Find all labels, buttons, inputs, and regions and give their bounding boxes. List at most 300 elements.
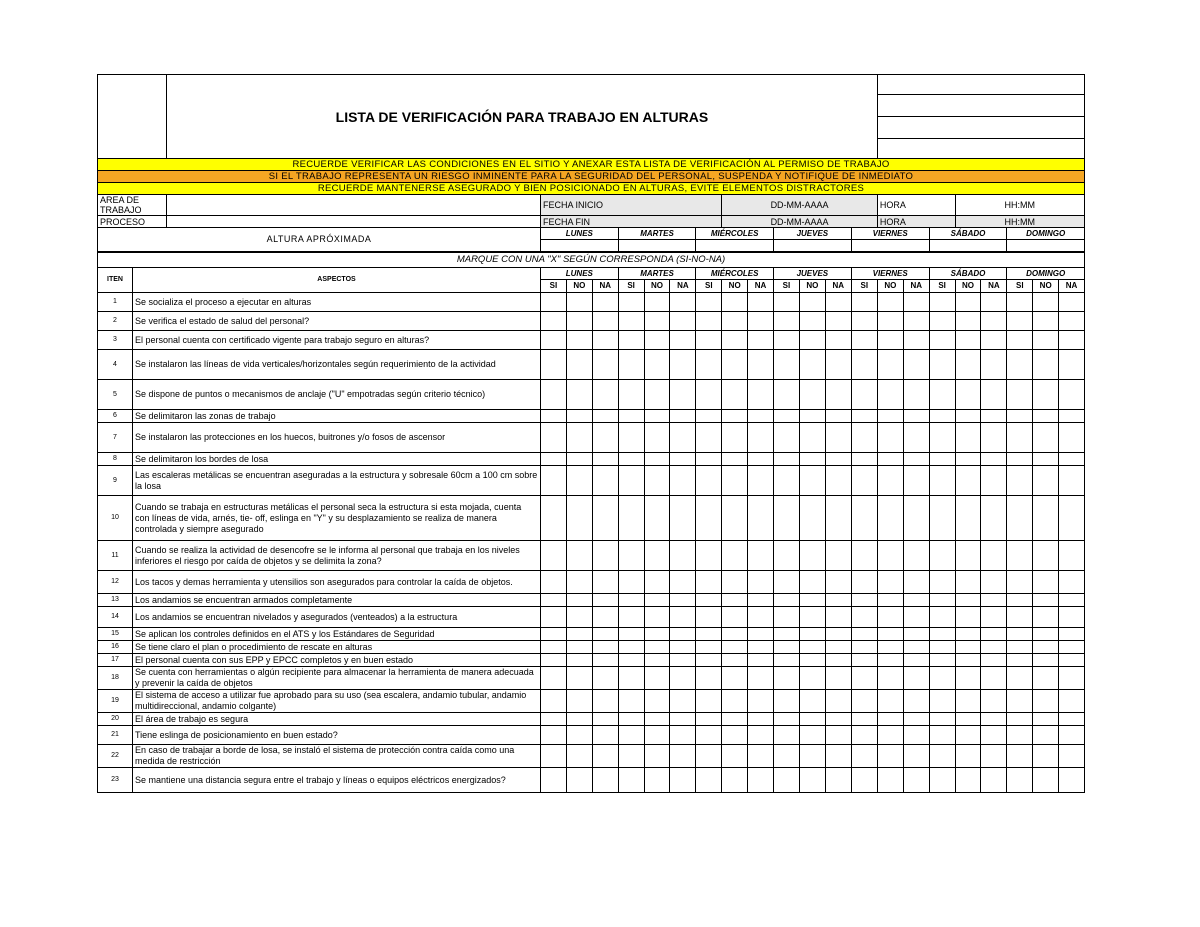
check-cell[interactable] bbox=[1033, 768, 1059, 793]
check-cell[interactable] bbox=[774, 423, 800, 453]
check-cell[interactable] bbox=[774, 312, 800, 331]
check-cell[interactable] bbox=[903, 690, 929, 713]
check-cell[interactable] bbox=[851, 628, 877, 641]
check-cell[interactable] bbox=[592, 380, 618, 410]
check-cell[interactable] bbox=[1059, 410, 1085, 423]
check-cell[interactable] bbox=[799, 541, 825, 571]
check-cell[interactable] bbox=[566, 453, 592, 466]
hora-fin-field[interactable]: HH:MM bbox=[955, 216, 1084, 228]
check-cell[interactable] bbox=[618, 641, 644, 654]
check-cell[interactable] bbox=[981, 607, 1007, 628]
check-cell[interactable] bbox=[644, 607, 670, 628]
check-cell[interactable] bbox=[644, 594, 670, 607]
check-cell[interactable] bbox=[1007, 466, 1033, 496]
check-cell[interactable] bbox=[774, 453, 800, 466]
check-cell[interactable] bbox=[955, 571, 981, 594]
check-cell[interactable] bbox=[877, 453, 903, 466]
check-cell[interactable] bbox=[1033, 496, 1059, 541]
check-cell[interactable] bbox=[722, 667, 748, 690]
check-cell[interactable] bbox=[592, 594, 618, 607]
check-cell[interactable] bbox=[955, 607, 981, 628]
check-cell[interactable] bbox=[696, 350, 722, 380]
check-cell[interactable] bbox=[722, 594, 748, 607]
hora-inicio-field[interactable]: HH:MM bbox=[955, 195, 1084, 216]
check-cell[interactable] bbox=[748, 541, 774, 571]
check-cell[interactable] bbox=[696, 768, 722, 793]
check-cell[interactable] bbox=[592, 745, 618, 768]
check-cell[interactable] bbox=[825, 667, 851, 690]
check-cell[interactable] bbox=[592, 571, 618, 594]
check-cell[interactable] bbox=[981, 690, 1007, 713]
check-cell[interactable] bbox=[1007, 690, 1033, 713]
check-cell[interactable] bbox=[722, 410, 748, 423]
check-cell[interactable] bbox=[1059, 541, 1085, 571]
check-cell[interactable] bbox=[981, 726, 1007, 745]
check-cell[interactable] bbox=[774, 466, 800, 496]
check-cell[interactable] bbox=[670, 496, 696, 541]
doc-version-field[interactable] bbox=[877, 95, 1084, 117]
check-cell[interactable] bbox=[851, 594, 877, 607]
check-cell[interactable] bbox=[903, 571, 929, 594]
check-cell[interactable] bbox=[851, 654, 877, 667]
check-cell[interactable] bbox=[799, 713, 825, 726]
check-cell[interactable] bbox=[644, 453, 670, 466]
check-cell[interactable] bbox=[955, 667, 981, 690]
check-cell[interactable] bbox=[1059, 745, 1085, 768]
check-cell[interactable] bbox=[877, 410, 903, 423]
check-cell[interactable] bbox=[644, 541, 670, 571]
check-cell[interactable] bbox=[981, 380, 1007, 410]
check-cell[interactable] bbox=[1033, 466, 1059, 496]
check-cell[interactable] bbox=[748, 380, 774, 410]
check-cell[interactable] bbox=[799, 466, 825, 496]
check-cell[interactable] bbox=[644, 410, 670, 423]
check-cell[interactable] bbox=[696, 713, 722, 726]
check-cell[interactable] bbox=[1007, 594, 1033, 607]
altura-value-domingo[interactable] bbox=[1007, 240, 1085, 252]
check-cell[interactable] bbox=[644, 571, 670, 594]
check-cell[interactable] bbox=[851, 726, 877, 745]
check-cell[interactable] bbox=[955, 690, 981, 713]
check-cell[interactable] bbox=[670, 541, 696, 571]
check-cell[interactable] bbox=[722, 312, 748, 331]
check-cell[interactable] bbox=[696, 541, 722, 571]
check-cell[interactable] bbox=[825, 423, 851, 453]
check-cell[interactable] bbox=[722, 331, 748, 350]
check-cell[interactable] bbox=[644, 350, 670, 380]
check-cell[interactable] bbox=[955, 745, 981, 768]
check-cell[interactable] bbox=[825, 293, 851, 312]
check-cell[interactable] bbox=[929, 628, 955, 641]
check-cell[interactable] bbox=[1033, 713, 1059, 726]
check-cell[interactable] bbox=[566, 628, 592, 641]
check-cell[interactable] bbox=[1033, 594, 1059, 607]
check-cell[interactable] bbox=[566, 312, 592, 331]
check-cell[interactable] bbox=[722, 713, 748, 726]
check-cell[interactable] bbox=[541, 571, 567, 594]
check-cell[interactable] bbox=[566, 713, 592, 726]
check-cell[interactable] bbox=[825, 628, 851, 641]
check-cell[interactable] bbox=[799, 726, 825, 745]
check-cell[interactable] bbox=[877, 466, 903, 496]
check-cell[interactable] bbox=[799, 410, 825, 423]
check-cell[interactable] bbox=[825, 607, 851, 628]
check-cell[interactable] bbox=[541, 496, 567, 541]
check-cell[interactable] bbox=[618, 331, 644, 350]
check-cell[interactable] bbox=[670, 628, 696, 641]
check-cell[interactable] bbox=[851, 312, 877, 331]
check-cell[interactable] bbox=[851, 410, 877, 423]
check-cell[interactable] bbox=[644, 312, 670, 331]
check-cell[interactable] bbox=[955, 654, 981, 667]
check-cell[interactable] bbox=[877, 607, 903, 628]
check-cell[interactable] bbox=[1059, 312, 1085, 331]
check-cell[interactable] bbox=[955, 628, 981, 641]
check-cell[interactable] bbox=[774, 410, 800, 423]
check-cell[interactable] bbox=[929, 571, 955, 594]
check-cell[interactable] bbox=[644, 654, 670, 667]
check-cell[interactable] bbox=[877, 350, 903, 380]
check-cell[interactable] bbox=[566, 690, 592, 713]
check-cell[interactable] bbox=[1059, 331, 1085, 350]
check-cell[interactable] bbox=[877, 541, 903, 571]
check-cell[interactable] bbox=[696, 466, 722, 496]
check-cell[interactable] bbox=[696, 571, 722, 594]
altura-value-miercoles[interactable] bbox=[696, 240, 774, 252]
check-cell[interactable] bbox=[592, 641, 618, 654]
check-cell[interactable] bbox=[877, 594, 903, 607]
check-cell[interactable] bbox=[748, 331, 774, 350]
check-cell[interactable] bbox=[748, 571, 774, 594]
check-cell[interactable] bbox=[748, 350, 774, 380]
check-cell[interactable] bbox=[670, 350, 696, 380]
check-cell[interactable] bbox=[1007, 350, 1033, 380]
check-cell[interactable] bbox=[981, 453, 1007, 466]
check-cell[interactable] bbox=[1007, 293, 1033, 312]
check-cell[interactable] bbox=[851, 466, 877, 496]
check-cell[interactable] bbox=[955, 641, 981, 654]
check-cell[interactable] bbox=[929, 607, 955, 628]
check-cell[interactable] bbox=[722, 607, 748, 628]
check-cell[interactable] bbox=[851, 745, 877, 768]
check-cell[interactable] bbox=[903, 654, 929, 667]
check-cell[interactable] bbox=[618, 667, 644, 690]
check-cell[interactable] bbox=[696, 690, 722, 713]
check-cell[interactable] bbox=[618, 594, 644, 607]
check-cell[interactable] bbox=[851, 496, 877, 541]
check-cell[interactable] bbox=[748, 726, 774, 745]
check-cell[interactable] bbox=[774, 654, 800, 667]
check-cell[interactable] bbox=[929, 453, 955, 466]
check-cell[interactable] bbox=[1033, 380, 1059, 410]
check-cell[interactable] bbox=[851, 571, 877, 594]
check-cell[interactable] bbox=[799, 496, 825, 541]
check-cell[interactable] bbox=[748, 667, 774, 690]
fecha-inicio-field[interactable]: DD-MM-AAAA bbox=[722, 195, 878, 216]
check-cell[interactable] bbox=[748, 423, 774, 453]
check-cell[interactable] bbox=[1059, 466, 1085, 496]
check-cell[interactable] bbox=[748, 628, 774, 641]
check-cell[interactable] bbox=[851, 667, 877, 690]
check-cell[interactable] bbox=[618, 571, 644, 594]
check-cell[interactable] bbox=[566, 410, 592, 423]
check-cell[interactable] bbox=[748, 453, 774, 466]
check-cell[interactable] bbox=[618, 768, 644, 793]
altura-value-sabado[interactable] bbox=[929, 240, 1007, 252]
check-cell[interactable] bbox=[1033, 571, 1059, 594]
check-cell[interactable] bbox=[670, 312, 696, 331]
check-cell[interactable] bbox=[566, 423, 592, 453]
check-cell[interactable] bbox=[981, 541, 1007, 571]
altura-value-jueves[interactable] bbox=[774, 240, 852, 252]
check-cell[interactable] bbox=[774, 380, 800, 410]
check-cell[interactable] bbox=[825, 713, 851, 726]
check-cell[interactable] bbox=[825, 641, 851, 654]
check-cell[interactable] bbox=[670, 607, 696, 628]
check-cell[interactable] bbox=[566, 496, 592, 541]
check-cell[interactable] bbox=[592, 607, 618, 628]
check-cell[interactable] bbox=[981, 641, 1007, 654]
check-cell[interactable] bbox=[981, 331, 1007, 350]
check-cell[interactable] bbox=[1059, 690, 1085, 713]
check-cell[interactable] bbox=[566, 768, 592, 793]
check-cell[interactable] bbox=[1033, 410, 1059, 423]
check-cell[interactable] bbox=[670, 571, 696, 594]
check-cell[interactable] bbox=[1059, 607, 1085, 628]
check-cell[interactable] bbox=[851, 541, 877, 571]
check-cell[interactable] bbox=[670, 466, 696, 496]
check-cell[interactable] bbox=[696, 654, 722, 667]
check-cell[interactable] bbox=[877, 726, 903, 745]
check-cell[interactable] bbox=[696, 453, 722, 466]
check-cell[interactable] bbox=[851, 331, 877, 350]
check-cell[interactable] bbox=[774, 594, 800, 607]
check-cell[interactable] bbox=[1007, 312, 1033, 331]
check-cell[interactable] bbox=[644, 713, 670, 726]
check-cell[interactable] bbox=[618, 607, 644, 628]
check-cell[interactable] bbox=[748, 641, 774, 654]
check-cell[interactable] bbox=[670, 641, 696, 654]
check-cell[interactable] bbox=[1033, 690, 1059, 713]
check-cell[interactable] bbox=[592, 453, 618, 466]
check-cell[interactable] bbox=[929, 541, 955, 571]
check-cell[interactable] bbox=[799, 453, 825, 466]
check-cell[interactable] bbox=[929, 641, 955, 654]
check-cell[interactable] bbox=[851, 453, 877, 466]
altura-value-viernes[interactable] bbox=[851, 240, 929, 252]
check-cell[interactable] bbox=[541, 541, 567, 571]
check-cell[interactable] bbox=[722, 423, 748, 453]
check-cell[interactable] bbox=[696, 745, 722, 768]
check-cell[interactable] bbox=[877, 571, 903, 594]
check-cell[interactable] bbox=[774, 726, 800, 745]
check-cell[interactable] bbox=[929, 423, 955, 453]
check-cell[interactable] bbox=[877, 654, 903, 667]
check-cell[interactable] bbox=[1033, 726, 1059, 745]
check-cell[interactable] bbox=[955, 380, 981, 410]
check-cell[interactable] bbox=[748, 745, 774, 768]
check-cell[interactable] bbox=[592, 312, 618, 331]
check-cell[interactable] bbox=[618, 423, 644, 453]
check-cell[interactable] bbox=[1007, 745, 1033, 768]
check-cell[interactable] bbox=[748, 466, 774, 496]
check-cell[interactable] bbox=[825, 541, 851, 571]
check-cell[interactable] bbox=[799, 654, 825, 667]
check-cell[interactable] bbox=[592, 350, 618, 380]
check-cell[interactable] bbox=[618, 690, 644, 713]
check-cell[interactable] bbox=[722, 496, 748, 541]
check-cell[interactable] bbox=[566, 466, 592, 496]
check-cell[interactable] bbox=[955, 312, 981, 331]
check-cell[interactable] bbox=[748, 654, 774, 667]
check-cell[interactable] bbox=[722, 453, 748, 466]
check-cell[interactable] bbox=[774, 641, 800, 654]
check-cell[interactable] bbox=[903, 423, 929, 453]
check-cell[interactable] bbox=[541, 726, 567, 745]
check-cell[interactable] bbox=[903, 607, 929, 628]
check-cell[interactable] bbox=[799, 423, 825, 453]
check-cell[interactable] bbox=[696, 331, 722, 350]
check-cell[interactable] bbox=[592, 331, 618, 350]
check-cell[interactable] bbox=[929, 690, 955, 713]
check-cell[interactable] bbox=[1059, 380, 1085, 410]
check-cell[interactable] bbox=[618, 312, 644, 331]
check-cell[interactable] bbox=[592, 496, 618, 541]
check-cell[interactable] bbox=[722, 541, 748, 571]
check-cell[interactable] bbox=[825, 745, 851, 768]
check-cell[interactable] bbox=[981, 713, 1007, 726]
check-cell[interactable] bbox=[670, 423, 696, 453]
check-cell[interactable] bbox=[774, 713, 800, 726]
check-cell[interactable] bbox=[541, 654, 567, 667]
check-cell[interactable] bbox=[903, 745, 929, 768]
check-cell[interactable] bbox=[670, 726, 696, 745]
check-cell[interactable] bbox=[644, 496, 670, 541]
check-cell[interactable] bbox=[644, 423, 670, 453]
check-cell[interactable] bbox=[592, 713, 618, 726]
fecha-fin-field[interactable]: DD-MM-AAAA bbox=[722, 216, 878, 228]
check-cell[interactable] bbox=[799, 331, 825, 350]
check-cell[interactable] bbox=[541, 410, 567, 423]
check-cell[interactable] bbox=[799, 628, 825, 641]
check-cell[interactable] bbox=[1059, 293, 1085, 312]
check-cell[interactable] bbox=[541, 594, 567, 607]
check-cell[interactable] bbox=[825, 571, 851, 594]
check-cell[interactable] bbox=[644, 380, 670, 410]
check-cell[interactable] bbox=[696, 380, 722, 410]
check-cell[interactable] bbox=[903, 331, 929, 350]
check-cell[interactable] bbox=[825, 350, 851, 380]
check-cell[interactable] bbox=[670, 380, 696, 410]
check-cell[interactable] bbox=[644, 667, 670, 690]
check-cell[interactable] bbox=[903, 641, 929, 654]
check-cell[interactable] bbox=[748, 768, 774, 793]
check-cell[interactable] bbox=[541, 745, 567, 768]
doc-code-field[interactable] bbox=[877, 75, 1084, 95]
check-cell[interactable] bbox=[592, 423, 618, 453]
check-cell[interactable] bbox=[799, 607, 825, 628]
check-cell[interactable] bbox=[1007, 410, 1033, 423]
check-cell[interactable] bbox=[1059, 667, 1085, 690]
check-cell[interactable] bbox=[877, 496, 903, 541]
check-cell[interactable] bbox=[1033, 541, 1059, 571]
check-cell[interactable] bbox=[566, 654, 592, 667]
check-cell[interactable] bbox=[799, 293, 825, 312]
check-cell[interactable] bbox=[774, 331, 800, 350]
check-cell[interactable] bbox=[618, 745, 644, 768]
check-cell[interactable] bbox=[955, 541, 981, 571]
check-cell[interactable] bbox=[981, 654, 1007, 667]
check-cell[interactable] bbox=[592, 690, 618, 713]
check-cell[interactable] bbox=[877, 713, 903, 726]
check-cell[interactable] bbox=[748, 690, 774, 713]
check-cell[interactable] bbox=[541, 312, 567, 331]
check-cell[interactable] bbox=[799, 641, 825, 654]
check-cell[interactable] bbox=[670, 293, 696, 312]
check-cell[interactable] bbox=[592, 768, 618, 793]
check-cell[interactable] bbox=[981, 745, 1007, 768]
check-cell[interactable] bbox=[541, 380, 567, 410]
check-cell[interactable] bbox=[1007, 713, 1033, 726]
check-cell[interactable] bbox=[644, 745, 670, 768]
check-cell[interactable] bbox=[670, 713, 696, 726]
check-cell[interactable] bbox=[592, 726, 618, 745]
check-cell[interactable] bbox=[670, 453, 696, 466]
check-cell[interactable] bbox=[1033, 312, 1059, 331]
check-cell[interactable] bbox=[541, 466, 567, 496]
check-cell[interactable] bbox=[696, 423, 722, 453]
check-cell[interactable] bbox=[774, 745, 800, 768]
check-cell[interactable] bbox=[541, 641, 567, 654]
check-cell[interactable] bbox=[541, 768, 567, 793]
check-cell[interactable] bbox=[1033, 453, 1059, 466]
check-cell[interactable] bbox=[748, 496, 774, 541]
check-cell[interactable] bbox=[592, 654, 618, 667]
check-cell[interactable] bbox=[1033, 350, 1059, 380]
check-cell[interactable] bbox=[748, 410, 774, 423]
check-cell[interactable] bbox=[851, 350, 877, 380]
check-cell[interactable] bbox=[722, 628, 748, 641]
check-cell[interactable] bbox=[696, 594, 722, 607]
check-cell[interactable] bbox=[929, 293, 955, 312]
check-cell[interactable] bbox=[1059, 654, 1085, 667]
check-cell[interactable] bbox=[722, 690, 748, 713]
check-cell[interactable] bbox=[618, 628, 644, 641]
check-cell[interactable] bbox=[1033, 423, 1059, 453]
check-cell[interactable] bbox=[825, 466, 851, 496]
check-cell[interactable] bbox=[929, 380, 955, 410]
check-cell[interactable] bbox=[903, 293, 929, 312]
check-cell[interactable] bbox=[877, 690, 903, 713]
check-cell[interactable] bbox=[799, 594, 825, 607]
check-cell[interactable] bbox=[722, 768, 748, 793]
check-cell[interactable] bbox=[670, 594, 696, 607]
check-cell[interactable] bbox=[618, 654, 644, 667]
check-cell[interactable] bbox=[981, 628, 1007, 641]
check-cell[interactable] bbox=[1007, 423, 1033, 453]
check-cell[interactable] bbox=[903, 594, 929, 607]
check-cell[interactable] bbox=[592, 628, 618, 641]
check-cell[interactable] bbox=[722, 571, 748, 594]
check-cell[interactable] bbox=[799, 667, 825, 690]
check-cell[interactable] bbox=[903, 350, 929, 380]
check-cell[interactable] bbox=[1059, 641, 1085, 654]
check-cell[interactable] bbox=[825, 654, 851, 667]
check-cell[interactable] bbox=[903, 380, 929, 410]
check-cell[interactable] bbox=[799, 312, 825, 331]
check-cell[interactable] bbox=[722, 641, 748, 654]
check-cell[interactable] bbox=[825, 380, 851, 410]
